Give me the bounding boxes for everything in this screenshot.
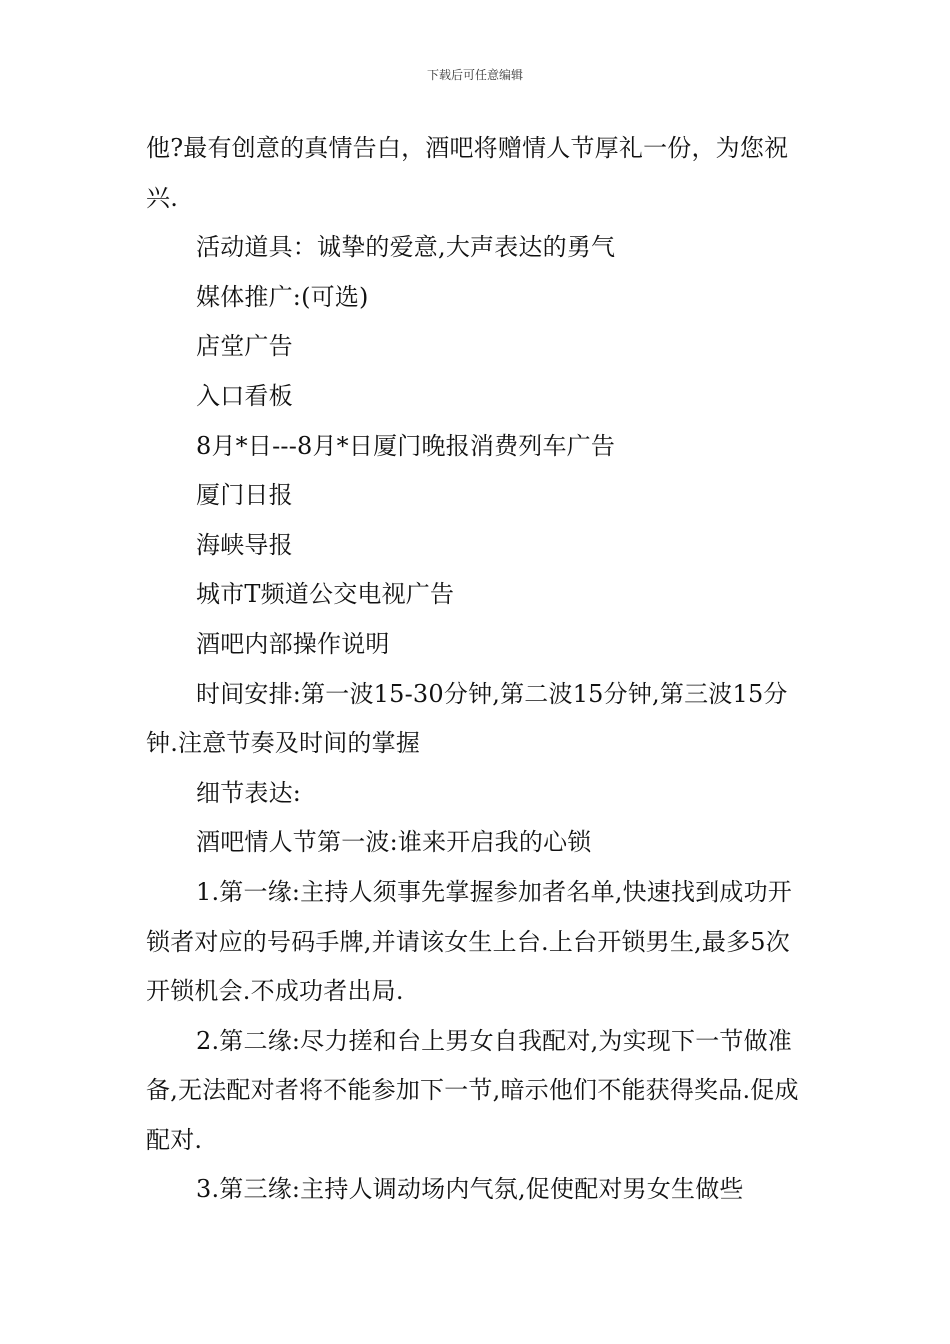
paragraph: 细节表达: [196,778,302,807]
paragraph: 入口看板 [196,381,293,410]
paragraph: 海峡导报 [196,530,293,559]
page-header: 下载后可任意编辑 [426,68,523,82]
paragraph: 酒吧内部操作说明 [196,629,390,658]
paragraph: 活动道具：诚挚的爱意,大声表达的勇气 [196,233,616,262]
paragraph: 厦门日报 [196,481,293,510]
paragraph: 他?最有创意的真情告白，酒吧将赠情人节厚礼一份，为您祝兴. [146,134,789,212]
paragraph: 3.第三缘:主持人调动场内气氛,促使配对男女生做些 [196,1175,744,1204]
paragraph: 酒吧情人节第一波:谁来开启我的心锁 [196,828,592,857]
paragraph: 1.第一缘:主持人须事先掌握参加者名单,快速找到成功开锁者对应的号码手牌,并请该女生上台.上台开锁男生,最多5次开锁机会.不成功者出局. [146,877,793,1006]
paragraph: 媒体推广:(可选) [196,282,369,311]
document-body [146,124,810,1215]
paragraph: 8月*日---8月*日厦门晚报消费列车广告 [196,431,616,460]
paragraph: 2.第二缘:尽力搓和台上男女自我配对,为实现下一节做准备,无法配对者将不能参加下一节,暗示他们不能获得奖品.促成配对. [146,1026,799,1154]
paragraph: 时间安排:第一波15-30分钟,第二波15分钟,第三波15分钟.注意节奏及时间的掌握 [146,679,788,758]
paragraph: 店堂广告 [196,332,293,361]
paragraph: 城市T频道公交电视广告 [196,580,455,609]
